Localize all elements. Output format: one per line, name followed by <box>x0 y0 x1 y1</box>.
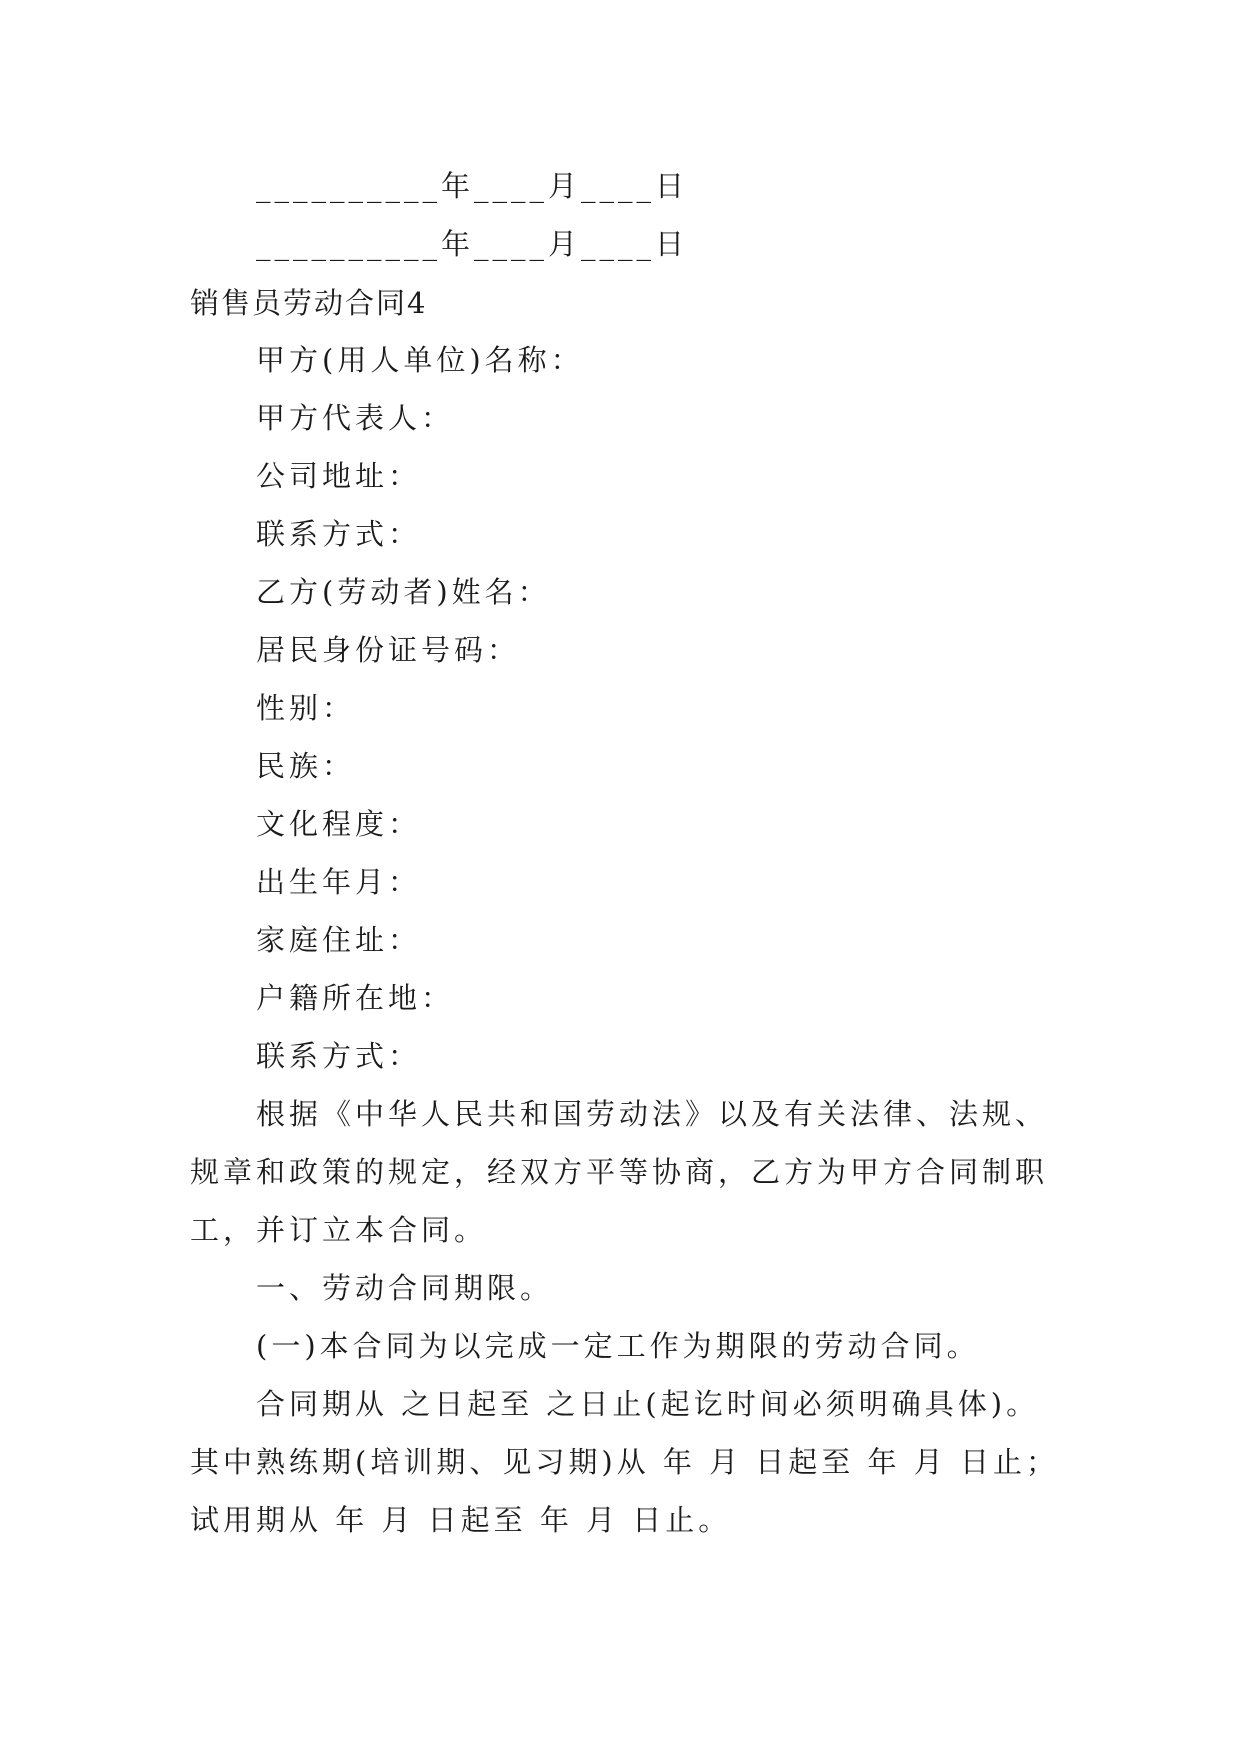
preamble-line: 工，并订立本合同。 <box>190 1213 488 1247</box>
field-ethnicity: 民族： <box>256 749 356 783</box>
field-employer-contact: 联系方式： <box>256 517 422 551</box>
signature-date-line: __________年____月____日 <box>256 169 689 203</box>
field-id-number: 居民身份证号码： <box>256 633 521 667</box>
term-text: 合同期从 之日起至 之日止(起讫时间必须明确具体)。 <box>256 1387 1040 1421</box>
field-birth-date: 出生年月： <box>256 865 422 899</box>
field-household-registration: 户籍所在地： <box>256 981 455 1015</box>
field-gender: 性别： <box>256 691 356 725</box>
field-employee-name: 乙方(劳动者)姓名： <box>256 575 551 609</box>
preamble-line: 根据《中华人民共和国劳动法》以及有关法律、法规、 <box>256 1097 1049 1131</box>
term-text: 试用期从 年 月 日起至 年 月 日止。 <box>190 1503 732 1537</box>
section-title: 销售员劳动合同4 <box>190 286 428 320</box>
field-employee-contact: 联系方式： <box>256 1039 422 1073</box>
field-employer-representative: 甲方代表人： <box>256 401 455 435</box>
field-home-address: 家庭住址： <box>256 923 422 957</box>
clause-text: (一)本合同为以完成一定工作为期限的劳动合同。 <box>256 1329 980 1363</box>
signature-date-line: __________年____月____日 <box>256 227 689 261</box>
term-text: 其中熟练期(培训期、见习期)从 年 月 日起至 年 月 日止； <box>190 1445 1059 1479</box>
field-employer-name: 甲方(用人单位)名称： <box>256 343 584 377</box>
preamble-line: 规章和政策的规定，经双方平等协商，乙方为甲方合同制职 <box>190 1155 1049 1189</box>
field-education: 文化程度： <box>256 807 422 841</box>
field-company-address: 公司地址： <box>256 459 422 493</box>
article-heading: 一、劳动合同期限。 <box>256 1271 554 1305</box>
